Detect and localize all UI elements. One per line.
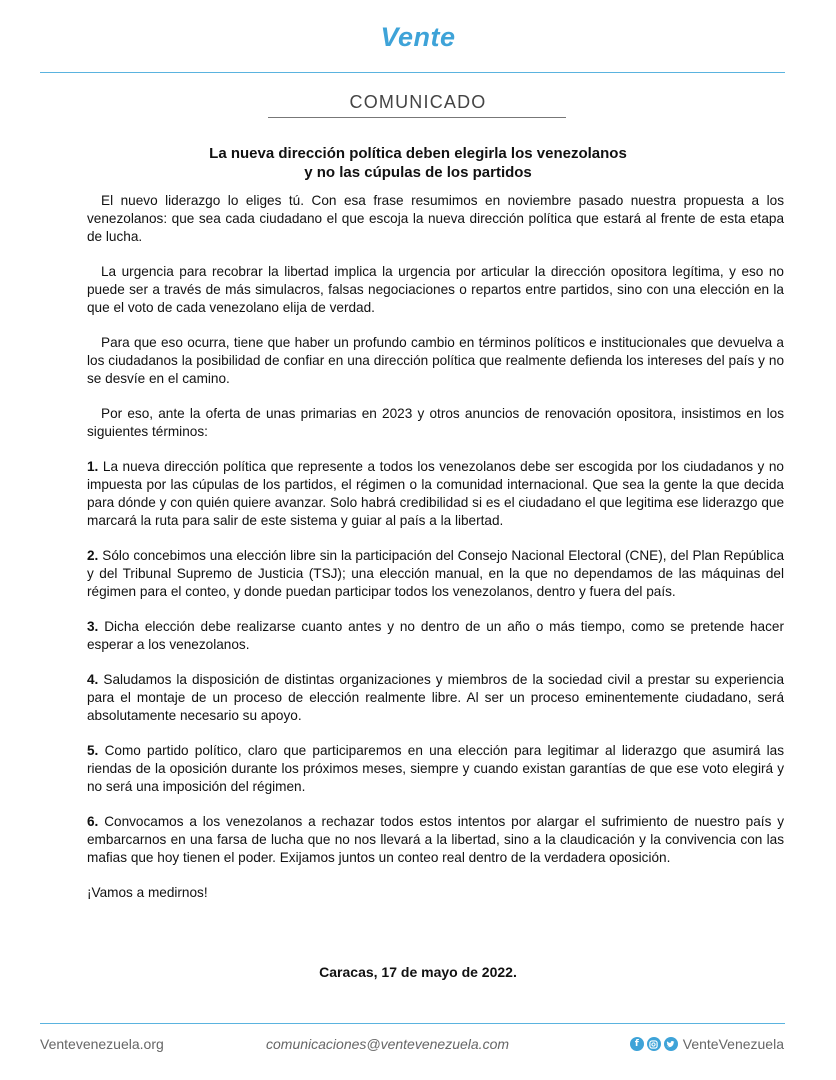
point-4 (87, 671, 784, 724)
paragraph-4: Por eso, ante la oferta de unas primarias en 2023 y otros anuncios de renovación opositora, insistimos en los siguientes términos: (87, 405, 784, 439)
footer-social (630, 1036, 784, 1052)
title-line-2: y no las cúpulas de los partidos (304, 164, 532, 181)
point-text: Saludamos la disposición de distintas organizaciones y miembros de la sociedad civil a prestar su experiencia para el montaje de un proceso de elección realmente libre. Al ser un proceso eminentemente ciudadano, será absolutamente necesario su apoyo. (87, 672, 785, 723)
heading-underline (268, 117, 566, 118)
facebook-icon[interactable]: f (630, 1037, 644, 1051)
point-number: 5. (87, 743, 99, 759)
point-5 (87, 742, 784, 795)
point-text: Como partido político, claro que participaremos en una elección para legitimar al liderazgo que asumirá las riendas de la oposición durante los próximos meses, siempre y cuando existan garantías de que ese voto elegirá y no será una imposición del régimen. (87, 743, 785, 794)
document-body (87, 192, 784, 919)
instagram-icon[interactable] (647, 1037, 661, 1051)
point-number: 4. (87, 672, 99, 688)
footer-divider (40, 1023, 785, 1024)
point-number: 3. (87, 618, 99, 634)
logo-text: Vente (380, 22, 456, 52)
header-divider (40, 72, 785, 73)
paragraph-2: La urgencia para recobrar la libertad implica la urgencia por articular la dirección opositora legítima, y eso no puede ser a través de más simulacros, falsas negociaciones o repartos entre partidos, sino con una elección en la que el voto de cada venezolano elija de verdad. (87, 263, 784, 315)
point-text: Sólo concebimos una elección libre sin la participación del Consejo Nacional Electoral (CNE), del Plan República y del Tribunal Supremo de Justicia (TSJ); una elección manual, en la que no dependamos de las máquinas del régimen para el conteo, y donde puedan participar todos los venezolanos, dentro y fuera del país. (87, 547, 785, 599)
footer-email-link[interactable]: comunicaciones@ventevenezuela.com (266, 1036, 510, 1052)
document-date: Caracas, 17 de mayo de 2022. (319, 964, 517, 980)
point-number: 1. (87, 459, 99, 475)
point-6 (87, 813, 784, 866)
point-number: 2. (87, 547, 99, 563)
document-title (80, 144, 756, 182)
footer-website-link[interactable]: Ventevenezuela.org (40, 1036, 164, 1052)
point-text: La nueva dirección política que represente a todos los venezolanos debe ser escogida por los ciudadanos y no impuesta por las cúpulas de los partidos, el régimen o la comunidad internacional. Que sea la gente la que decida para dónde y con quién quiere avanzar. Solo habrá credibilidad si es el ciudadano el que legitima ese liderazgo que marcará la ruta para salir de este sistema y guiar al país a la libertad. (87, 459, 784, 528)
point-1 (87, 458, 784, 529)
footer-social-handle[interactable]: VenteVenezuela (682, 1036, 784, 1052)
point-text: Dicha elección debe realizarse cuanto antes y no dentro de un año o más tiempo, como se pretende hacer esperar a los venezolanos. (87, 618, 784, 652)
twitter-icon[interactable] (664, 1037, 678, 1051)
point-3 (87, 618, 784, 654)
vente-logo (0, 22, 836, 53)
paragraph-1: El nuevo liderazgo lo eliges tú. Con esa frase resumimos en noviembre pasado nuestra propuesta a los venezolanos: que sea cada ciudadano el que escoja la nueva dirección política que estará al frente de esta etapa de lucha. (87, 193, 784, 244)
point-number: 6. (87, 814, 99, 830)
closing-line: ¡Vamos a medirnos! (87, 885, 208, 901)
point-2 (87, 547, 784, 600)
paragraph-3: Para que eso ocurra, tiene que haber un profundo cambio en términos políticos e institucionales que devuelva a los ciudadanos la posibilidad de confiar en una dirección política que realmente defienda los intereses del país y no se desvíe en el camino. (87, 334, 784, 386)
document-heading: COMUNICADO (349, 92, 487, 112)
point-text: Convocamos a los venezolanos a rechazar todos estos intentos por alargar el sufrimiento de nuestro país y embarcarnos en una farsa de lucha que no nos llevará a la libertad, sino a la claudicación y la convivencia con las mafias que hoy tienen el poder. Exijamos juntos un conteo real dentro de la verdadera oposición. (87, 814, 784, 865)
title-line-1: La nueva dirección política deben elegirla los venezolanos (209, 145, 627, 162)
